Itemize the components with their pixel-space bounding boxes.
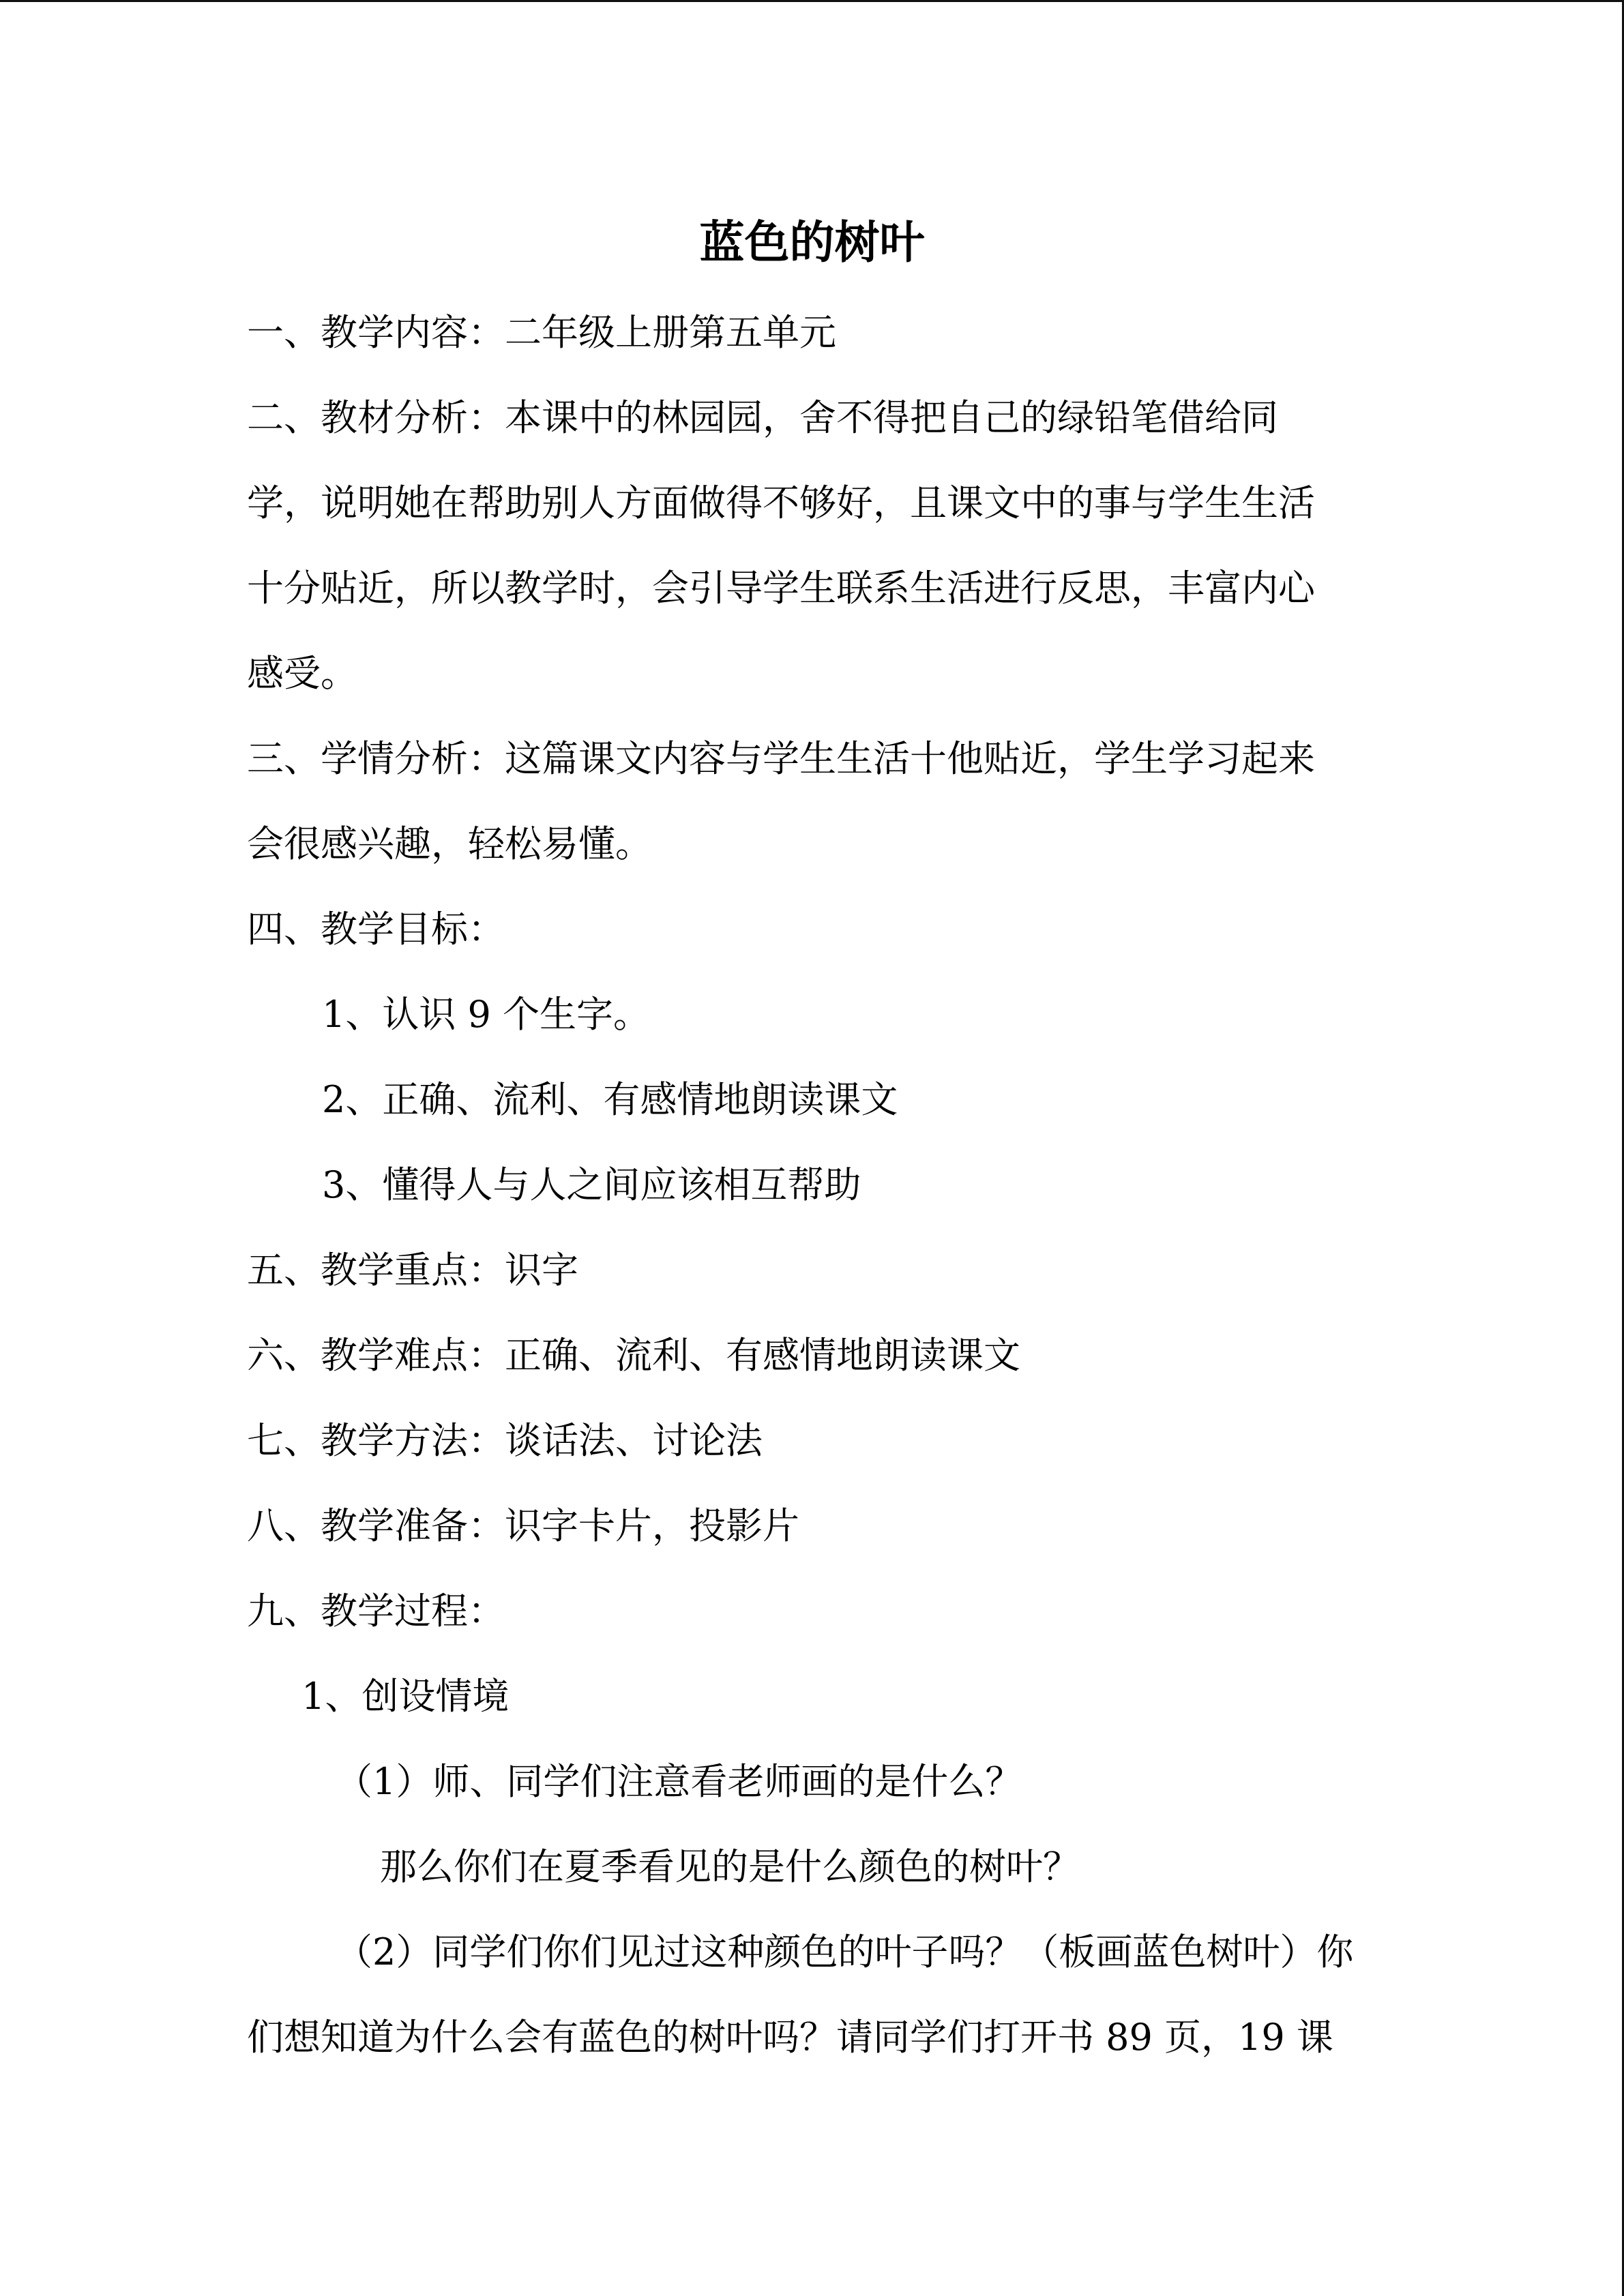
section-methods: 七、教学方法：谈话法、讨论法 — [247, 1419, 763, 1462]
document-title: 蓝色的树叶 — [699, 215, 925, 269]
process-step-1-question-2: （2）同学们你们见过这种颜色的叶子吗？（板画蓝色树叶）你 — [336, 1930, 1354, 1973]
material-analysis-line-2: 学，说明她在帮助别人方面做得不够好，且课文中的事与学生生活 — [247, 481, 1315, 524]
section-teaching-goals: 四、教学目标： — [247, 908, 505, 951]
goal-item-1: 1、认识 9 个生字。 — [322, 993, 651, 1036]
process-step-1: 1、创设情境 — [301, 1675, 510, 1718]
material-analysis-line-4: 感受。 — [247, 652, 357, 695]
section-difficulties: 六、教学难点：正确、流利、有感情地朗读课文 — [247, 1334, 1020, 1377]
goal-item-2: 2、正确、流利、有感情地朗读课文 — [322, 1078, 898, 1121]
section-preparation: 八、教学准备：识字卡片，投影片 — [247, 1504, 799, 1547]
process-step-1-question-1-followup: 那么你们在夏季看见的是什么颜色的树叶？ — [380, 1845, 1080, 1888]
section-teaching-content: 一、教学内容：二年级上册第五单元 — [247, 311, 836, 354]
student-analysis-line-2: 会很感兴趣，轻松易懂。 — [247, 822, 652, 865]
section-process: 九、教学过程： — [247, 1590, 505, 1632]
process-step-1-question-2-continued: 们想知道为什么会有蓝色的树叶吗？请同学们打开书 89 页，19 课 — [247, 2016, 1333, 2059]
goal-item-3: 3、懂得人与人之间应该相互帮助 — [322, 1163, 861, 1206]
document-body — [247, 290, 1406, 2080]
process-step-1-question-1: （1）师、同学们注意看老师画的是什么？ — [336, 1760, 1022, 1803]
section-student-analysis: 三、学情分析：这篇课文内容与学生生活十他贴近，学生学习起来 — [247, 737, 1315, 780]
top-border-line — [0, 0, 1624, 2]
section-material-analysis: 二、教材分析：本课中的林园园，舍不得把自己的绿铅笔借给同 — [247, 396, 1278, 439]
material-analysis-line-3: 十分贴近，所以教学时，会引导学生联系生活进行反思，丰富内心 — [247, 567, 1315, 610]
section-key-points: 五、教学重点：识字 — [247, 1249, 578, 1292]
